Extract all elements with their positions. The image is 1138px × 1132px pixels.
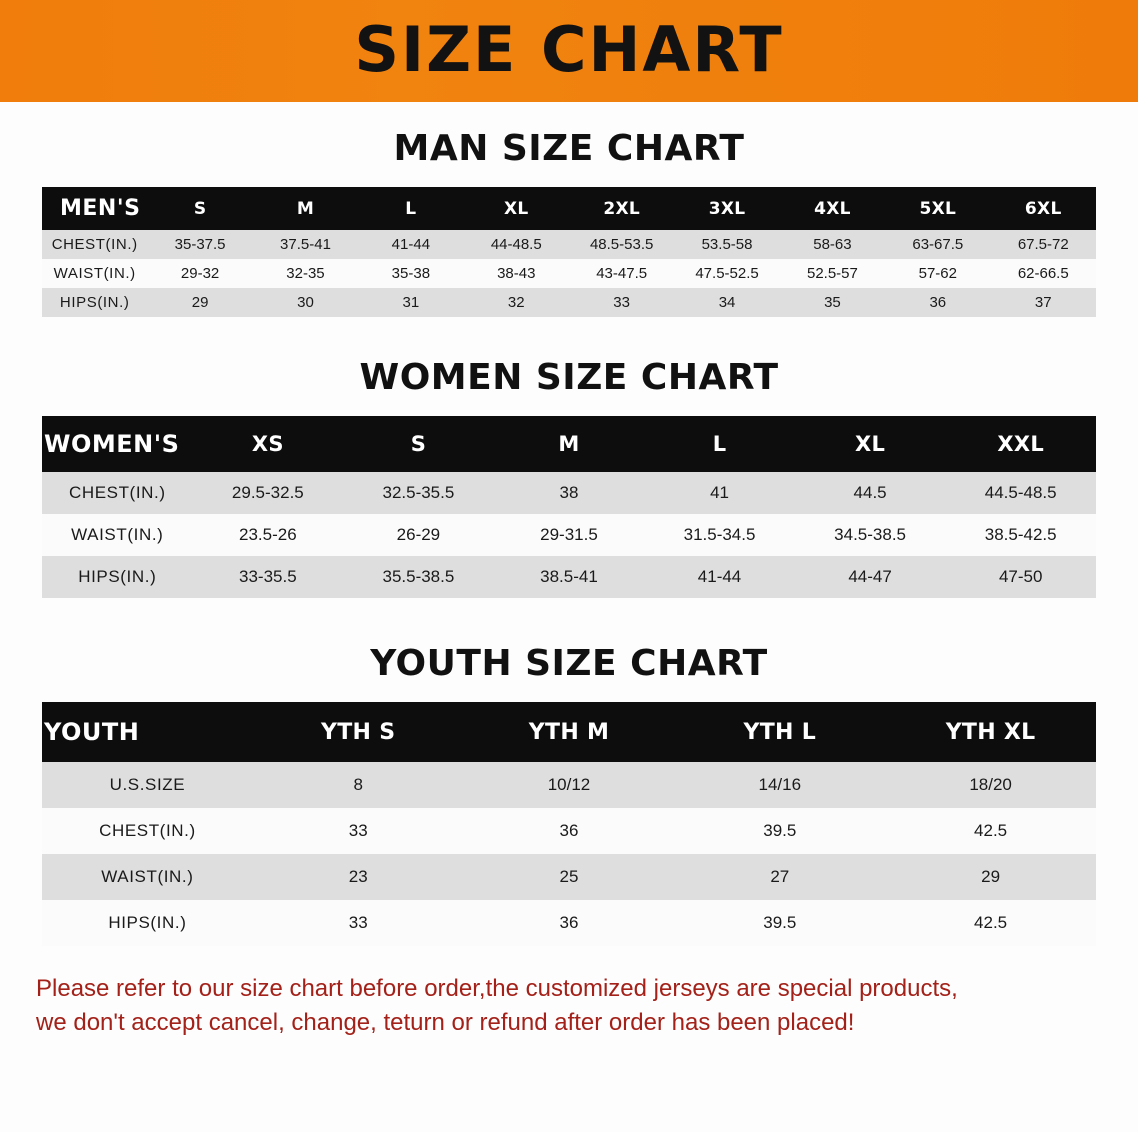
man-row-1-v5: 47.5-52.5 <box>674 259 779 288</box>
youth-row-0-v0: 8 <box>253 762 464 808</box>
youth-row-1-v0: 33 <box>253 808 464 854</box>
table-row <box>42 762 1096 808</box>
man-row-0-v8: 67.5-72 <box>991 230 1096 259</box>
youth-col-4: YTH XL <box>885 702 1096 762</box>
man-col-1: S <box>147 187 252 230</box>
table-row <box>42 230 1096 259</box>
disclaimer-note <box>36 972 1102 1040</box>
table-row <box>42 514 1096 556</box>
man-row-1-v4: 43-47.5 <box>569 259 674 288</box>
youth-table-head <box>42 702 1096 762</box>
table-row <box>42 556 1096 598</box>
women-row-1-v1: 26-29 <box>343 514 494 556</box>
women-row-1-v2: 29-31.5 <box>494 514 645 556</box>
man-row-0-v3: 44-48.5 <box>464 230 569 259</box>
man-row-1-v3: 38-43 <box>464 259 569 288</box>
table-header-row <box>42 416 1096 472</box>
women-table-head <box>42 416 1096 472</box>
women-row-0-v0: 29.5-32.5 <box>193 472 344 514</box>
women-row-2-v3: 41-44 <box>644 556 795 598</box>
women-row-0-v3: 41 <box>644 472 795 514</box>
youth-table-body <box>42 762 1096 946</box>
women-row-1-label: WAIST(IN.) <box>42 514 193 556</box>
women-table-wrap <box>42 416 1096 598</box>
women-row-0-label: CHEST(IN.) <box>42 472 193 514</box>
man-row-1-v1: 32-35 <box>253 259 358 288</box>
youth-row-1-v1: 36 <box>464 808 675 854</box>
youth-col-3: YTH L <box>674 702 885 762</box>
youth-row-1-v2: 39.5 <box>674 808 885 854</box>
women-col-6: XXL <box>945 416 1096 472</box>
man-col-8: 5XL <box>885 187 990 230</box>
youth-row-0-v3: 18/20 <box>885 762 1096 808</box>
man-col-3: L <box>358 187 463 230</box>
banner <box>0 0 1138 102</box>
man-row-1-v8: 62-66.5 <box>991 259 1096 288</box>
women-col-1: XS <box>193 416 344 472</box>
man-row-0-v6: 58-63 <box>780 230 885 259</box>
table-row <box>42 288 1096 317</box>
man-col-9: 6XL <box>991 187 1096 230</box>
women-col-5: XL <box>795 416 946 472</box>
women-section-heading: WOMEN SIZE CHART <box>359 357 779 398</box>
women-row-1-v3: 31.5-34.5 <box>644 514 795 556</box>
women-row-2-v5: 47-50 <box>945 556 1096 598</box>
man-row-0-v1: 37.5-41 <box>253 230 358 259</box>
women-row-1-v5: 38.5-42.5 <box>945 514 1096 556</box>
man-row-2-v1: 30 <box>253 288 358 317</box>
man-row-2-v8: 37 <box>991 288 1096 317</box>
table-row <box>42 472 1096 514</box>
youth-row-3-v3: 42.5 <box>885 900 1096 946</box>
man-col-4: XL <box>464 187 569 230</box>
man-row-1-label: WAIST(IN.) <box>42 259 147 288</box>
man-table-body <box>42 230 1096 317</box>
youth-col-2: YTH M <box>464 702 675 762</box>
women-row-2-v0: 33-35.5 <box>193 556 344 598</box>
table-row <box>42 854 1096 900</box>
man-row-0-v4: 48.5-53.5 <box>569 230 674 259</box>
man-row-1-v6: 52.5-57 <box>780 259 885 288</box>
women-col-4: L <box>644 416 795 472</box>
man-section-heading: MAN SIZE CHART <box>393 128 745 169</box>
women-table-body <box>42 472 1096 598</box>
youth-row-3-v1: 36 <box>464 900 675 946</box>
youth-row-2-v1: 25 <box>464 854 675 900</box>
youth-row-2-v3: 29 <box>885 854 1096 900</box>
man-table-head <box>42 187 1096 230</box>
man-row-1-v0: 29-32 <box>147 259 252 288</box>
women-row-2-label: HIPS(IN.) <box>42 556 193 598</box>
youth-row-3-v0: 33 <box>253 900 464 946</box>
man-row-2-v3: 32 <box>464 288 569 317</box>
table-header-row <box>42 702 1096 762</box>
youth-row-0-v1: 10/12 <box>464 762 675 808</box>
youth-row-1-v3: 42.5 <box>885 808 1096 854</box>
man-row-1-v2: 35-38 <box>358 259 463 288</box>
man-row-0-label: CHEST(IN.) <box>42 230 147 259</box>
women-col-0: WOMEN'S <box>42 416 193 472</box>
man-row-2-v0: 29 <box>147 288 252 317</box>
women-col-3: M <box>494 416 645 472</box>
man-row-1-v7: 57-62 <box>885 259 990 288</box>
youth-size-table <box>42 702 1096 946</box>
man-col-5: 2XL <box>569 187 674 230</box>
man-col-2: M <box>253 187 358 230</box>
table-header-row <box>42 187 1096 230</box>
women-col-2: S <box>343 416 494 472</box>
man-col-0: MEN'S <box>42 187 147 230</box>
youth-row-3-label: HIPS(IN.) <box>42 900 253 946</box>
women-row-2-v1: 35.5-38.5 <box>343 556 494 598</box>
women-row-1-v4: 34.5-38.5 <box>795 514 946 556</box>
women-size-table <box>42 416 1096 598</box>
disclaimer-line-1: Please refer to our size chart before order,the customized jerseys are special products, <box>36 975 958 1002</box>
youth-row-1-label: CHEST(IN.) <box>42 808 253 854</box>
table-row <box>42 259 1096 288</box>
table-row <box>42 808 1096 854</box>
women-row-0-v5: 44.5-48.5 <box>945 472 1096 514</box>
women-row-1-v0: 23.5-26 <box>193 514 344 556</box>
youth-row-2-label: WAIST(IN.) <box>42 854 253 900</box>
youth-row-0-v2: 14/16 <box>674 762 885 808</box>
women-row-0-v1: 32.5-35.5 <box>343 472 494 514</box>
youth-col-0: YOUTH <box>42 702 253 762</box>
women-row-2-v4: 44-47 <box>795 556 946 598</box>
man-row-2-v5: 34 <box>674 288 779 317</box>
man-size-table <box>42 187 1096 317</box>
youth-row-0-label: U.S.SIZE <box>42 762 253 808</box>
man-table-wrap <box>42 187 1096 317</box>
man-row-0-v5: 53.5-58 <box>674 230 779 259</box>
disclaimer-line-2: we don't accept cancel, change, teturn or refund after order has been placed! <box>36 1009 855 1037</box>
youth-col-1: YTH S <box>253 702 464 762</box>
man-row-0-v2: 41-44 <box>358 230 463 259</box>
page-title: SIZE CHART <box>354 13 784 86</box>
man-row-0-v7: 63-67.5 <box>885 230 990 259</box>
man-row-2-v7: 36 <box>885 288 990 317</box>
man-row-2-v6: 35 <box>780 288 885 317</box>
man-row-2-v2: 31 <box>358 288 463 317</box>
man-col-7: 4XL <box>780 187 885 230</box>
youth-row-2-v2: 27 <box>674 854 885 900</box>
man-row-2-label: HIPS(IN.) <box>42 288 147 317</box>
man-col-6: 3XL <box>674 187 779 230</box>
youth-table-wrap <box>42 702 1096 946</box>
women-row-0-v2: 38 <box>494 472 645 514</box>
youth-row-2-v0: 23 <box>253 854 464 900</box>
women-row-0-v4: 44.5 <box>795 472 946 514</box>
man-row-0-v0: 35-37.5 <box>147 230 252 259</box>
youth-section-heading: YOUTH SIZE CHART <box>370 643 768 684</box>
man-row-2-v4: 33 <box>569 288 674 317</box>
table-row <box>42 900 1096 946</box>
women-row-2-v2: 38.5-41 <box>494 556 645 598</box>
youth-row-3-v2: 39.5 <box>674 900 885 946</box>
